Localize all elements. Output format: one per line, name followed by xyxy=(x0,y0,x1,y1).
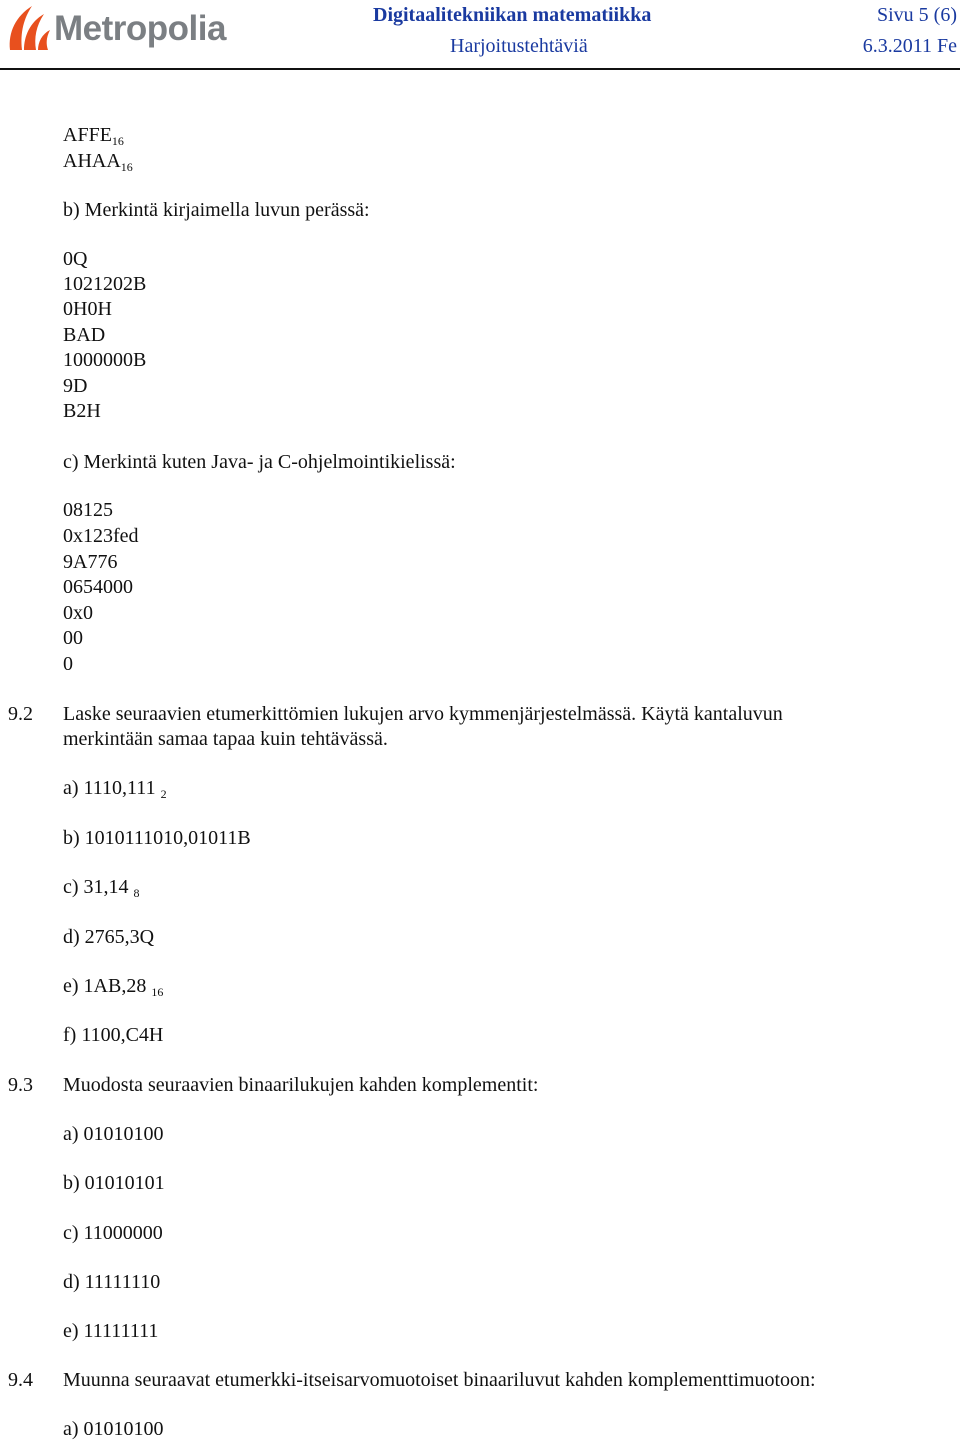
list-item: 9D xyxy=(63,375,88,397)
list-item: 9A776 xyxy=(63,551,118,573)
list-item: 00 xyxy=(63,627,83,649)
header-divider xyxy=(0,68,960,70)
task-item: e) 11111111 xyxy=(63,1320,159,1342)
list-item: BAD xyxy=(63,324,106,346)
list-item: 0x123fed xyxy=(63,525,139,547)
document-date: 6.3.2011 Fe xyxy=(862,35,957,57)
hex-value: $AHAA_{16}$ xyxy=(63,150,133,174)
page-header xyxy=(0,0,960,70)
task-item: a) 01010100 xyxy=(63,1123,164,1145)
list-item: 1021202B xyxy=(63,273,147,295)
task-item: e) 1AB,28 $_{16}$ xyxy=(63,975,164,999)
task-item: d) 11111110 xyxy=(63,1271,161,1293)
flame-icon xyxy=(6,2,52,52)
logo-text: Metropolia xyxy=(54,9,226,48)
task-item: c) 31,14 $_8$ xyxy=(63,876,140,900)
part-b-heading: b) Merkintä kirjaimella luvun perässä: xyxy=(63,199,370,221)
task-item: f) 1100,C4H xyxy=(63,1024,164,1046)
list-item: 0654000 xyxy=(63,576,133,598)
task-number: 9.2 xyxy=(8,703,33,725)
hex-value: $AFFE_{16}$ xyxy=(63,124,124,148)
task-item: c) 11000000 xyxy=(63,1222,163,1244)
list-item: 08125 xyxy=(63,499,113,521)
list-item: 0H0H xyxy=(63,298,112,320)
list-item: 0Q xyxy=(63,248,88,270)
page-number: Sivu 5 (6) xyxy=(877,4,957,26)
list-item: 0x0 xyxy=(63,602,93,624)
task-number: 9.3 xyxy=(8,1074,33,1096)
course-title: Digitaalitekniikan matematiikka xyxy=(373,4,652,26)
metropolia-logo xyxy=(6,2,226,52)
task-item: b) 01010101 xyxy=(63,1172,165,1194)
task-text: Muunna seuraavat etumerkki-itseisarvomuotoiset binaariluvut kahden komplementtimuotoon: xyxy=(63,1369,816,1391)
task-item: d) 2765,3Q xyxy=(63,926,155,948)
task-number: 9.4 xyxy=(8,1369,33,1391)
task-text: Laske seuraavien etumerkittömien lukujen arvo kymmenjärjestelmässä. Käytä kantaluvun xyxy=(63,703,783,725)
task-text: Muodosta seuraavien binaarilukujen kahden komplementit: xyxy=(63,1074,539,1096)
task-item: a) 01010100 xyxy=(63,1418,164,1440)
task-item: a) 1110,111 $_2$ xyxy=(63,777,167,801)
part-c-heading: c) Merkintä kuten Java- ja C-ohjelmointikielissä: xyxy=(63,451,456,473)
list-item: 1000000B xyxy=(63,349,147,371)
list-item: 0 xyxy=(63,653,73,675)
task-text: merkintään samaa tapaa kuin tehtävässä. xyxy=(63,728,388,750)
task-item: b) 1010111010,01011B xyxy=(63,827,251,849)
document-subtitle: Harjoitustehtäviä xyxy=(450,35,588,57)
list-item: B2H xyxy=(63,400,101,422)
